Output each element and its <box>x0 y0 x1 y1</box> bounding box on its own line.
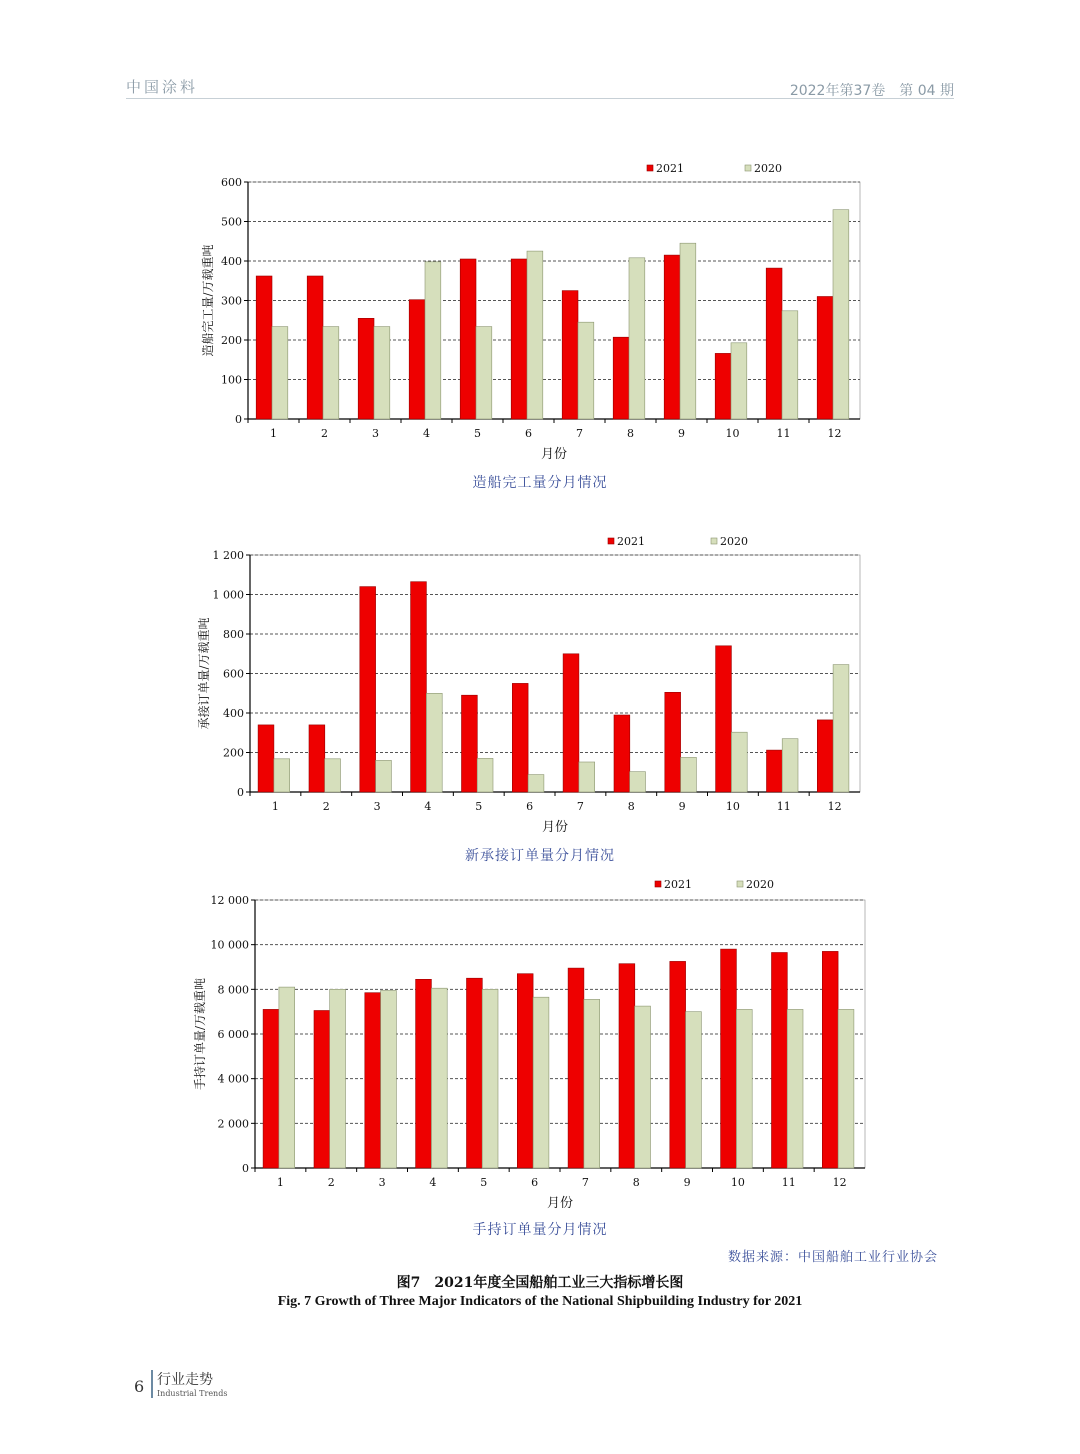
bar-2021-m10 <box>716 646 732 792</box>
y-tick-label: 12 000 <box>210 894 249 907</box>
bar-2020-m4 <box>431 988 447 1168</box>
bar-2021-m7 <box>563 654 579 792</box>
x-tick-label: 8 <box>632 1176 640 1189</box>
bar-2020-m12 <box>833 665 849 792</box>
x-tick-label: 1 <box>271 800 279 813</box>
bar-2020-m11 <box>787 1009 803 1168</box>
bar-2021-m1 <box>256 276 272 419</box>
x-axis-label: 月份 <box>546 1196 574 1211</box>
x-tick-label: 9 <box>683 1176 691 1189</box>
bar-2020-m2 <box>325 759 341 792</box>
footer-divider <box>151 1370 153 1398</box>
y-tick-label: 300 <box>221 294 242 308</box>
bar-2020-m8 <box>629 258 645 419</box>
x-tick-label: 3 <box>372 427 379 440</box>
bar-2021-m7 <box>568 968 584 1168</box>
legend-swatch-2020 <box>737 881 743 887</box>
y-tick-label: 400 <box>221 255 242 268</box>
legend-swatch-2021 <box>647 165 653 171</box>
y-tick-label: 1 000 <box>212 588 244 602</box>
x-tick-label: 4 <box>423 427 430 440</box>
bar-2020-m5 <box>477 758 493 792</box>
bar-2021-m11 <box>772 953 788 1169</box>
legend-swatch-2021 <box>608 538 614 544</box>
bar-2021-m3 <box>365 993 381 1168</box>
bar-2020-m9 <box>681 757 697 792</box>
x-tick-label: 10 <box>725 800 740 813</box>
x-tick-label: 3 <box>373 800 381 813</box>
bar-2021-m11 <box>766 268 782 419</box>
bar-2020-m10 <box>736 1009 752 1168</box>
bar-2021-m6 <box>512 683 528 792</box>
x-tick-label: 10 <box>730 1176 745 1189</box>
bar-2021-m9 <box>664 255 680 419</box>
completion-chart <box>0 160 1080 480</box>
bar-2020-m12 <box>838 1009 854 1168</box>
x-tick-label: 8 <box>627 427 634 440</box>
bar-2020-m12 <box>833 210 849 419</box>
y-tick-label: 0 <box>237 786 244 799</box>
x-tick-label: 12 <box>827 427 842 440</box>
bar-2021-m6 <box>517 974 533 1168</box>
bar-2021-m11 <box>767 750 783 792</box>
bar-2021-m1 <box>263 1009 279 1168</box>
bar-2020-m7 <box>584 999 600 1168</box>
bar-2020-m1 <box>272 327 288 419</box>
legend-label-2021: 2021 <box>664 878 692 891</box>
bar-2020-m8 <box>630 772 646 792</box>
bar-2021-m3 <box>360 587 376 792</box>
x-tick-label: 7 <box>581 1176 589 1189</box>
bar-2021-m3 <box>358 318 374 419</box>
bar-2021-m1 <box>258 725 274 792</box>
legend-label-2020: 2020 <box>754 162 782 175</box>
y-tick-label: 400 <box>223 707 244 720</box>
bar-2020-m1 <box>274 759 290 792</box>
y-tick-label: 600 <box>223 667 244 681</box>
x-tick-label: 6 <box>531 1176 539 1189</box>
x-tick-label: 5 <box>480 1176 488 1189</box>
x-tick-label: 4 <box>424 800 432 813</box>
legend-label-2021: 2021 <box>617 535 645 548</box>
bar-2021-m9 <box>665 692 681 792</box>
bar-2021-m10 <box>715 353 731 419</box>
bar-2020-m7 <box>579 762 595 792</box>
bar-2020-m11 <box>782 739 798 792</box>
bar-2021-m5 <box>467 978 483 1168</box>
bar-2020-m6 <box>533 997 549 1168</box>
x-axis-label: 月份 <box>541 820 569 835</box>
bar-2021-m12 <box>817 297 833 420</box>
legend-label-2021: 2021 <box>656 162 684 175</box>
x-tick-label: 1 <box>276 1176 284 1189</box>
x-tick-label: 4 <box>429 1176 437 1189</box>
new-orders-chart <box>0 533 1080 843</box>
bar-2021-m12 <box>817 720 833 792</box>
bar-2021-m5 <box>462 695 478 792</box>
x-tick-label: 12 <box>832 1176 847 1189</box>
x-tick-label: 5 <box>474 427 481 440</box>
x-tick-label: 7 <box>576 427 583 440</box>
y-tick-label: 100 <box>221 373 242 387</box>
x-tick-label: 12 <box>827 800 842 813</box>
y-tick-label: 2 000 <box>217 1117 249 1131</box>
y-axis-label: 造船完工量/万载重吨 <box>201 244 215 357</box>
y-tick-label: 200 <box>223 746 244 760</box>
bar-2020-m9 <box>680 243 696 419</box>
bar-2021-m5 <box>460 259 476 419</box>
bar-2020-m2 <box>330 989 346 1168</box>
x-tick-label: 11 <box>776 427 791 440</box>
bar-2020-m9 <box>686 1012 702 1168</box>
x-tick-label: 2 <box>327 1176 335 1189</box>
bar-2021-m4 <box>411 582 427 792</box>
legend-label-2020: 2020 <box>720 535 748 548</box>
orderbook-chart <box>0 876 1080 1211</box>
header-divider <box>126 98 954 99</box>
bar-2020-m10 <box>731 732 747 792</box>
bar-2020-m4 <box>426 693 442 792</box>
completion-chart-title: 造船完工量分月情况 <box>472 475 608 491</box>
y-tick-label: 8 000 <box>217 983 249 997</box>
y-axis-label: 承接订单量/万载重吨 <box>197 617 211 730</box>
bar-2020-m3 <box>381 991 397 1169</box>
bar-2020-m2 <box>323 327 339 419</box>
x-tick-label: 2 <box>321 427 328 440</box>
x-axis-label: 月份 <box>540 447 568 462</box>
bar-2021-m8 <box>613 337 629 419</box>
bar-2020-m3 <box>376 760 392 792</box>
legend-label-2020: 2020 <box>746 878 774 891</box>
y-tick-label: 6 000 <box>217 1028 249 1041</box>
bar-2021-m8 <box>614 715 630 792</box>
data-source-note: 数据来源：中国船舶工业行业协会 <box>727 1250 938 1265</box>
bar-2020-m5 <box>482 989 498 1168</box>
bar-2021-m4 <box>409 300 425 419</box>
legend-swatch-2020 <box>745 165 751 171</box>
bar-2020-m4 <box>425 262 441 419</box>
section-label: 行业走势 <box>157 1372 213 1388</box>
x-tick-label: 6 <box>526 800 534 813</box>
bar-2021-m10 <box>721 949 737 1168</box>
y-axis-label: 手持订单量/万载重吨 <box>193 977 207 1091</box>
x-tick-label: 2 <box>322 800 330 813</box>
page-number: 6 <box>134 1377 145 1396</box>
x-tick-label: 9 <box>678 800 686 813</box>
figure-caption-zh: 图7 2021年度全国船舶工业三大指标增长图 <box>396 1275 684 1291</box>
y-tick-label: 600 <box>221 176 242 189</box>
y-tick-label: 200 <box>221 334 242 347</box>
x-tick-label: 9 <box>678 427 685 440</box>
y-tick-label: 500 <box>221 215 242 229</box>
x-tick-label: 1 <box>270 427 277 440</box>
figure-caption-en: Fig. 7 Growth of Three Major Indicators of the National Shipbuilding Industry for 2021 <box>277 1294 803 1309</box>
bar-2021-m12 <box>822 951 838 1168</box>
x-tick-label: 3 <box>378 1176 386 1189</box>
x-tick-label: 5 <box>475 800 483 813</box>
y-tick-label: 0 <box>235 413 242 426</box>
bar-2020-m3 <box>374 327 390 419</box>
bar-2020-m6 <box>528 775 544 792</box>
bar-2020-m6 <box>527 251 543 419</box>
bar-2020-m8 <box>635 1006 651 1168</box>
x-tick-label: 7 <box>576 800 584 813</box>
y-tick-label: 800 <box>223 628 244 641</box>
y-tick-label: 10 000 <box>210 938 249 952</box>
bar-2021-m7 <box>562 291 578 419</box>
bar-2020-m5 <box>476 327 492 419</box>
x-tick-label: 11 <box>776 800 791 813</box>
y-tick-label: 1 200 <box>212 549 244 562</box>
bar-2020-m11 <box>782 311 798 419</box>
x-tick-label: 10 <box>725 427 740 440</box>
new-orders-chart-title: 新承接订单量分月情况 <box>465 848 615 864</box>
bar-2021-m4 <box>416 979 432 1168</box>
bar-2021-m6 <box>511 259 527 419</box>
bar-2021-m2 <box>307 276 323 419</box>
legend-swatch-2020 <box>711 538 717 544</box>
journal-name: 中国涂料 <box>126 78 199 96</box>
bar-2021-m2 <box>309 725 325 792</box>
x-tick-label: 11 <box>781 1176 796 1189</box>
bar-2021-m2 <box>314 1011 330 1169</box>
bar-2020-m10 <box>731 343 747 419</box>
bar-2020-m7 <box>578 322 594 419</box>
bar-2020-m1 <box>279 987 295 1168</box>
legend-swatch-2021 <box>655 881 661 887</box>
bar-2021-m8 <box>619 964 635 1168</box>
x-tick-label: 6 <box>525 427 532 440</box>
bar-2021-m9 <box>670 961 686 1168</box>
section-label-en: Industrial Trends <box>157 1389 228 1398</box>
x-tick-label: 8 <box>627 800 635 813</box>
y-tick-label: 4 000 <box>217 1072 249 1086</box>
y-tick-label: 0 <box>242 1162 249 1175</box>
issue-info: 2022年第37卷 第 04 期 <box>789 83 954 99</box>
orderbook-chart-title: 手持订单量分月情况 <box>472 1222 608 1238</box>
